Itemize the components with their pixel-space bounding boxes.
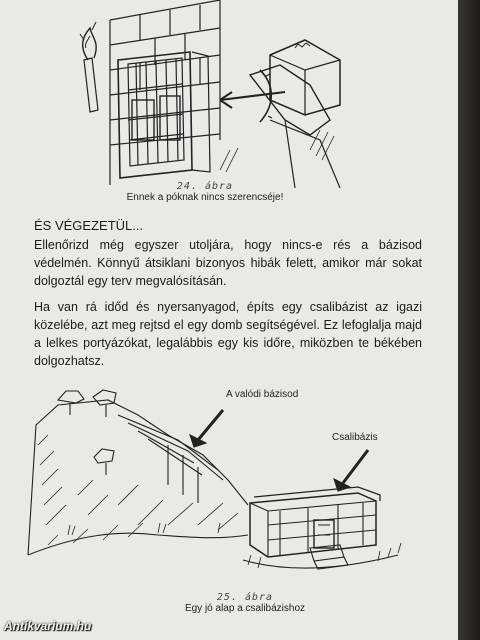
figure-25-caption	[165, 592, 325, 614]
figure-number: 24. ábra	[176, 181, 234, 192]
figure-24-caption	[95, 181, 315, 203]
watermark: Antikvarium.hu	[4, 619, 92, 633]
book-spine-shadow	[458, 0, 480, 640]
section-heading: ÉS VÉGEZETÜL...	[34, 218, 144, 233]
illustration-decoy-base	[18, 385, 438, 590]
caption-text: Ennek a póknak nincs szerencséje!	[126, 192, 284, 203]
figure-number: 25. ábra	[216, 592, 274, 603]
label-decoy-base: Csalibázis	[332, 432, 378, 443]
paragraph-2: Ha van rá időd és nyersanyagod, építs egy csalibázist az igazi közelébe, azt meg rejtsd el egy domb segítségével. Ez lefoglalja majd a lelkes portyázókat, legalábbis egy kis időre, miközben te békében dolgozhatsz.	[34, 300, 422, 368]
paragraph-1: Ellenőrizd még egyszer utoljára, hogy nincs-e rés a bázisod védelmén. Könnyű átsiklani bizonyos hibák felett, amikor már sokat dolgoztál egy terv megvalósításán.	[34, 238, 422, 288]
caption-text: Egy jó alap a csalibázishoz	[184, 603, 306, 614]
illustration-crossbow-door	[70, 0, 360, 188]
label-real-base: A valódi bázisod	[226, 389, 299, 400]
